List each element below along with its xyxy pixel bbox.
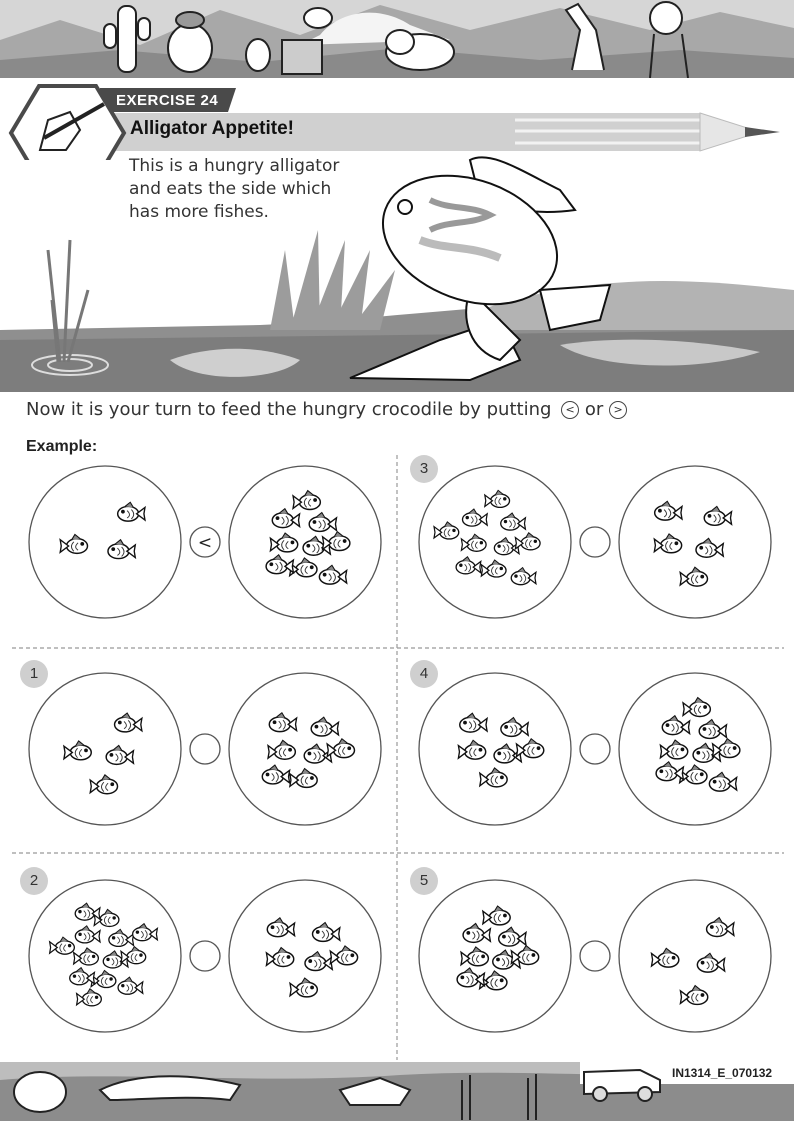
left-fish-group (419, 466, 571, 618)
answer-symbol: < (197, 533, 213, 553)
problem-number-5: 5 (410, 867, 438, 895)
problem-p4 (419, 673, 771, 825)
right-fish-group (619, 466, 771, 618)
intro-line: This is a hungry alligator (129, 156, 340, 176)
problem-p1 (29, 673, 381, 825)
answer-circle[interactable] (580, 734, 610, 764)
alligator-scene-illustration (0, 150, 794, 395)
right-fish-group (229, 673, 381, 825)
problem-number-2: 2 (20, 867, 48, 895)
right-fish-group (229, 880, 381, 1032)
left-fish-group (29, 466, 181, 618)
intro-text (129, 155, 379, 224)
exercise-title: Alligator Appetite! (130, 118, 294, 139)
problem-number-4: 4 (410, 660, 438, 688)
problem-p2 (29, 880, 381, 1032)
intro-line: and eats the side which (129, 179, 332, 199)
problem-number-3: 3 (410, 455, 438, 483)
intro-line: has more fishes. (129, 202, 269, 222)
top-animal-banner (0, 0, 794, 78)
answer-circle[interactable] (580, 941, 610, 971)
instruction-text: Now it is your turn to feed the hungry crocodile by putting (26, 399, 552, 420)
worksheet-code: IN1314_E_070132 (672, 1066, 773, 1080)
left-fish-group (419, 673, 571, 825)
comparison-grid (0, 455, 794, 1065)
problem-number-1: 1 (20, 660, 48, 688)
problem-example (29, 466, 381, 618)
greater-than-symbol: > (609, 401, 627, 419)
left-fish-group (29, 880, 181, 1032)
right-fish-group (619, 673, 771, 825)
example-label: Example: (26, 438, 98, 455)
problem-p3 (419, 466, 771, 618)
answer-circle[interactable] (190, 941, 220, 971)
answer-circle[interactable] (580, 527, 610, 557)
instruction (26, 399, 627, 420)
left-fish-group (419, 880, 571, 1032)
or-text: or (584, 399, 604, 420)
right-fish-group (619, 880, 771, 1032)
exercise-label: EXERCISE 24 (116, 92, 219, 109)
right-fish-group (229, 466, 381, 618)
left-fish-group (29, 673, 181, 825)
less-than-symbol: < (561, 401, 579, 419)
answer-circle[interactable] (190, 734, 220, 764)
problem-p5 (419, 880, 771, 1032)
